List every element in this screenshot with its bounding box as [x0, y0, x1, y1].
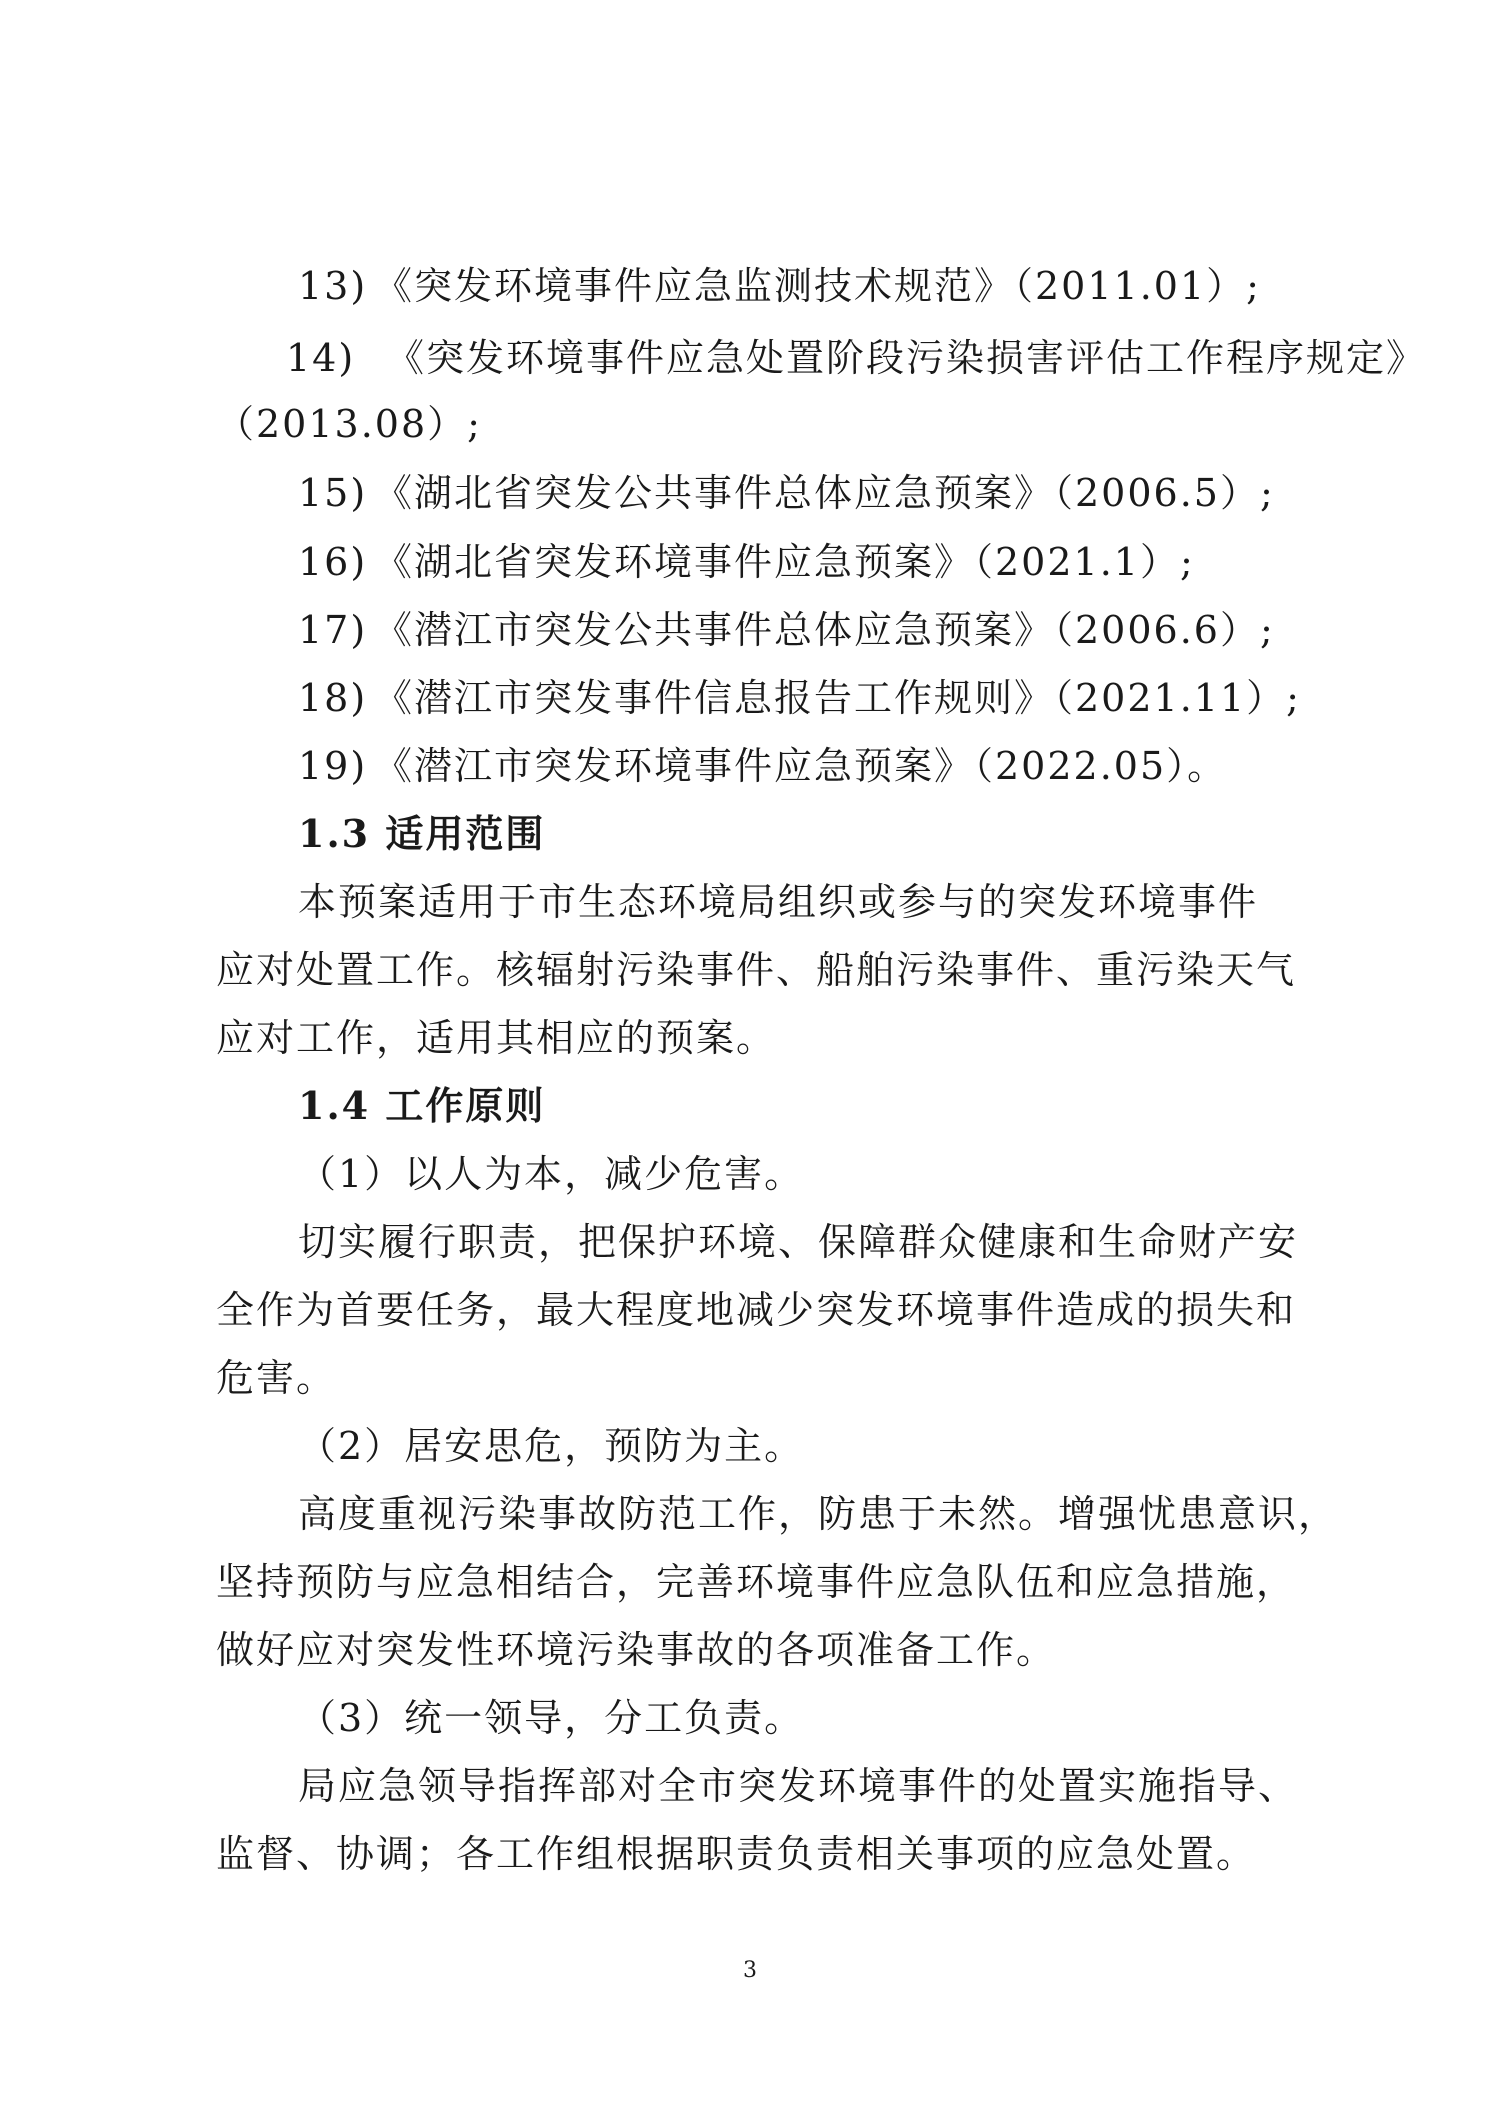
- paragraph-line: 危害。: [216, 1356, 337, 1400]
- paragraph-line: 坚持预防与应急相结合，完善环境事件应急队伍和应急措施，: [216, 1560, 1297, 1604]
- reference-number: 13): [298, 264, 368, 308]
- reference-number: 19): [298, 744, 368, 788]
- paragraph-line: 应对处置工作。核辐射污染事件、船舶污染事件、重污染天气: [216, 948, 1297, 992]
- reference-text: 《突发环境事件应急处置阶段污染损害评估工作程序规定》: [386, 336, 1427, 380]
- reference-number: 16): [298, 540, 368, 584]
- section-heading-1-3: 1.3 适用范围: [298, 811, 546, 856]
- reference-item-16: [298, 538, 1358, 586]
- reference-item-15: [298, 469, 1358, 517]
- reference-text: 《潜江市突发公共事件总体应急预案》（2006.6）;: [374, 608, 1275, 652]
- reference-item-14-continuation: （2013.08）;: [216, 402, 482, 446]
- reference-text: 《潜江市突发环境事件应急预案》（2022.05）。: [374, 744, 1228, 788]
- reference-item-19: [298, 742, 1358, 790]
- reference-number: 17): [298, 608, 368, 652]
- principle-title-2: （2）居安思危，预防为主。: [298, 1424, 805, 1468]
- principle-title-3: （3）统一领导，分工负责。: [298, 1696, 805, 1740]
- paragraph-line: 全作为首要任务，最大程度地减少突发环境事件造成的损失和: [216, 1288, 1297, 1332]
- principle-title-1: （1）以人为本，减少危害。: [298, 1152, 805, 1196]
- section-heading-1-4: 1.4 工作原则: [298, 1083, 546, 1128]
- paragraph-line: 监督、协调；各工作组根据职责负责相关事项的应急处置。: [216, 1832, 1257, 1876]
- paragraph-line: 切实履行职责，把保护环境、保障群众健康和生命财产安: [298, 1220, 1299, 1264]
- paragraph-line: 做好应对突发性环境污染事故的各项准备工作。: [216, 1628, 1057, 1672]
- reference-text: 《湖北省突发环境事件应急预案》（2021.1）;: [374, 540, 1195, 584]
- reference-number: 18): [298, 676, 368, 720]
- reference-text: 《突发环境事件应急监测技术规范》（2011.01）;: [374, 264, 1261, 308]
- paragraph-line: 高度重视污染事故防范工作，防患于未然。增强忧患意识，: [298, 1492, 1339, 1536]
- reference-number: 14): [286, 336, 356, 380]
- reference-item-14: [286, 334, 1427, 382]
- reference-text: 《潜江市突发事件信息报告工作规则》（2021.11）;: [374, 676, 1301, 720]
- reference-item-18: [298, 674, 1358, 722]
- paragraph-line: 应对工作，适用其相应的预案。: [216, 1016, 777, 1060]
- reference-number: 15): [298, 471, 368, 515]
- page-number: 3: [743, 1958, 757, 1983]
- reference-item-17: [298, 606, 1358, 654]
- reference-text: 《湖北省突发公共事件总体应急预案》（2006.5）;: [374, 471, 1275, 515]
- paragraph-line: 本预案适用于市生态环境局组织或参与的突发环境事件: [298, 880, 1259, 924]
- reference-item-13: [298, 262, 1358, 310]
- paragraph-line: 局应急领导指挥部对全市突发环境事件的处置实施指导、: [298, 1764, 1299, 1808]
